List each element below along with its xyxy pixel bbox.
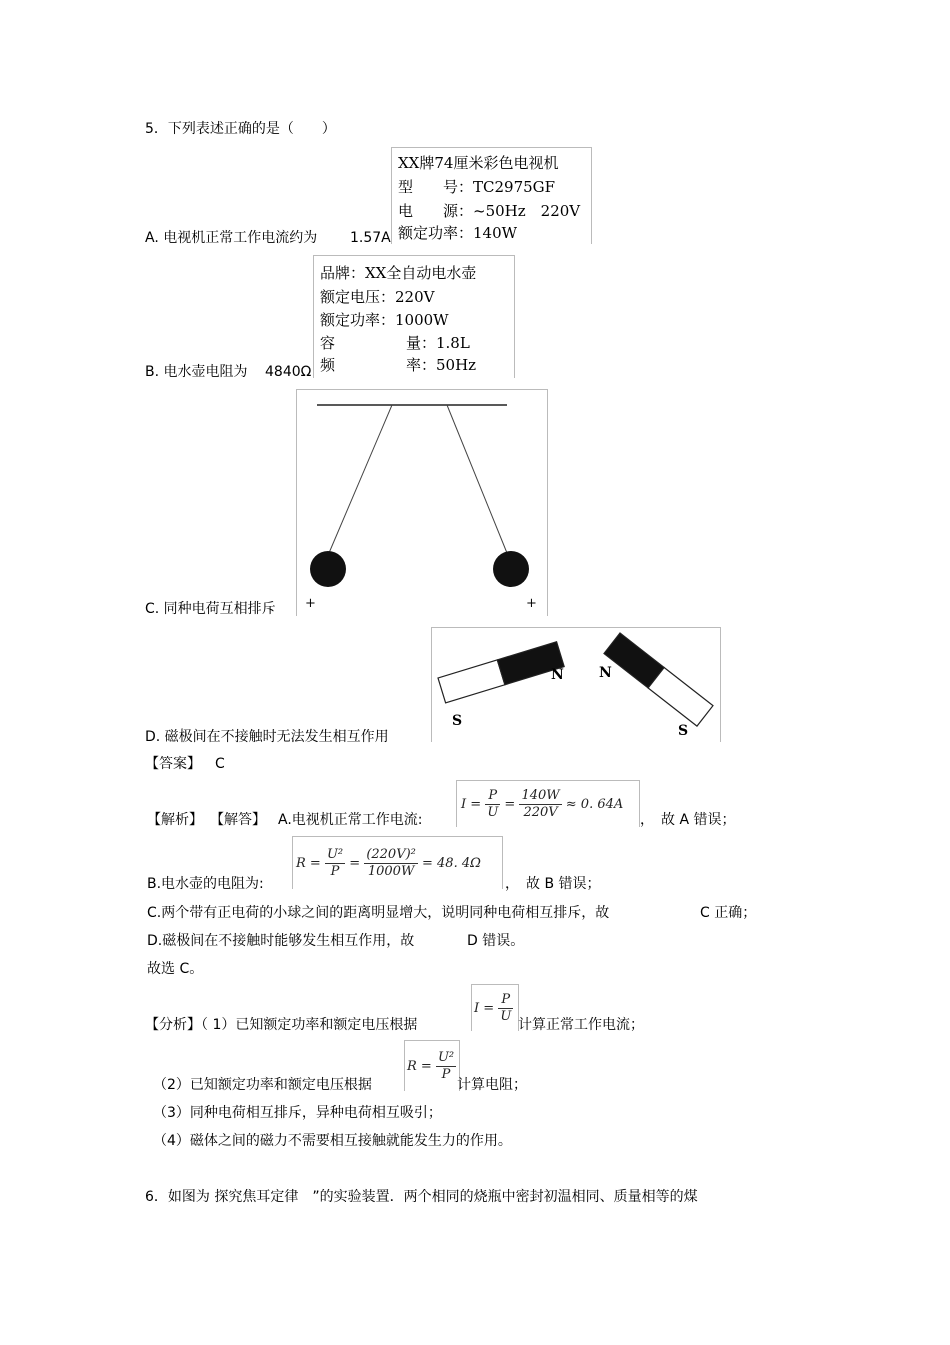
tv-plate-title: XX牌74厘米彩色电视机 (398, 154, 559, 172)
kettle-plate-power: 额定功率：1000W (320, 311, 449, 329)
analysis-d-conclusion: D 错误。 (467, 933, 525, 949)
right-magnet (604, 633, 713, 726)
analysis-c-conclusion: C 正确； (700, 905, 757, 921)
kettle-plate-brand: 品牌：XX全自动电水壶 (320, 264, 477, 282)
right-ball (493, 551, 529, 587)
left-ball (310, 551, 346, 587)
answer-label: 【答案】 (145, 756, 201, 772)
option-b-value: 4840Ω (265, 364, 312, 380)
option-a: A. 电视机正常工作电流约为 (145, 230, 318, 246)
answer-value: C (215, 756, 225, 772)
analysis-choice: 故选 C。 (147, 961, 204, 977)
kettle-plate-frequency-label: 频 (320, 356, 336, 374)
left-magnet-s-label: S (452, 713, 463, 729)
kettle-nameplate (313, 255, 515, 378)
charged-balls-diagram (297, 390, 547, 616)
formula-i-pu: I = $\frac{P}{U}$ (471, 984, 519, 1031)
right-magnet-s-label: S (678, 723, 689, 739)
charges-figure (296, 389, 548, 616)
analysis-a-text: A.电视机正常工作电流: (278, 812, 423, 828)
tv-plate-rated-power: 额定功率：140W (398, 224, 518, 242)
left-thread (329, 405, 392, 553)
right-magnet-n-label: N (599, 665, 612, 681)
fenxi-item-2: （2）已知额定功率和额定电压根据 (153, 1077, 372, 1093)
option-a-value: 1.57A (350, 230, 391, 246)
left-charge-sign: + (305, 596, 316, 611)
option-c: C. 同种电荷互相排斥 (145, 601, 276, 617)
analysis-b-conclusion: ， 故 B 错误； (505, 876, 601, 892)
question-5-stem: 5．下列表述正确的是（ ） (145, 121, 336, 137)
analysis-c-text: C.两个带有正电荷的小球之间的距离明显增大，说明同种电荷相互排斥，故 (147, 905, 610, 921)
analysis-label: 【解析】 (147, 812, 203, 828)
fenxi-item-4: （4）磁体之间的磁力不需要相互接触就能发生力的作用。 (153, 1133, 512, 1149)
analysis-d-text: D.磁极间在不接触时能够发生相互作用，故 (147, 933, 415, 949)
analysis-a-conclusion: ， 故 A 错误； (640, 812, 736, 828)
fenxi-item-1: 【分析】（ 1）已知额定功率和额定电压根据 (145, 1017, 418, 1033)
tv-plate-power-source: 电 源：~50Hz 220V (398, 202, 581, 220)
answer-tag: 【解答】 (210, 812, 266, 828)
question-6-stem: 6．如图为 探究焦耳定律 ”的实验装置．两个相同的烧瓶中密封初温相同、质量相等的煤 (145, 1189, 698, 1205)
kettle-plate-voltage: 额定电压：220V (320, 288, 435, 306)
formula-resistance: R = $\frac{\text{U²}}{P}$ = $\frac{\text{(220V)²}}{1000W}$ = 48. 4Ω (292, 836, 503, 889)
kettle-plate-capacity-label: 容 (320, 334, 336, 352)
fenxi-item-2-tail: 计算电阻； (457, 1077, 527, 1093)
formula-r-u2p: R = $\frac{\text{U²}}{P}$ (404, 1040, 460, 1091)
fenxi-item-1-tail: 计算正常工作电流； (518, 1017, 644, 1033)
magnets-diagram (432, 628, 720, 742)
magnets-figure (431, 627, 721, 742)
tv-nameplate (391, 147, 592, 244)
left-magnet-n-label: N (551, 667, 564, 683)
left-magnet (438, 642, 564, 703)
right-thread (447, 405, 507, 553)
right-charge-sign: + (526, 596, 537, 611)
tv-plate-model: 型 号：TC2975GF (398, 178, 556, 196)
analysis-b-text: B.电水壶的电阻为: (147, 876, 264, 892)
option-b: B. 电水壶电阻为 (145, 364, 248, 380)
kettle-plate-capacity-value: 量：1.8L (406, 334, 470, 352)
kettle-plate-frequency-value: 率：50Hz (406, 356, 477, 374)
fenxi-item-3: （3）同种电荷相互排斥，异种电荷相互吸引； (153, 1105, 442, 1121)
formula-current: I = $\frac{P}{U}$ = $\frac{140W}{220V}$ ≈ 0. 64A (456, 780, 640, 827)
option-d: D. 磁极间在不接触时无法发生相互作用 (145, 729, 389, 745)
